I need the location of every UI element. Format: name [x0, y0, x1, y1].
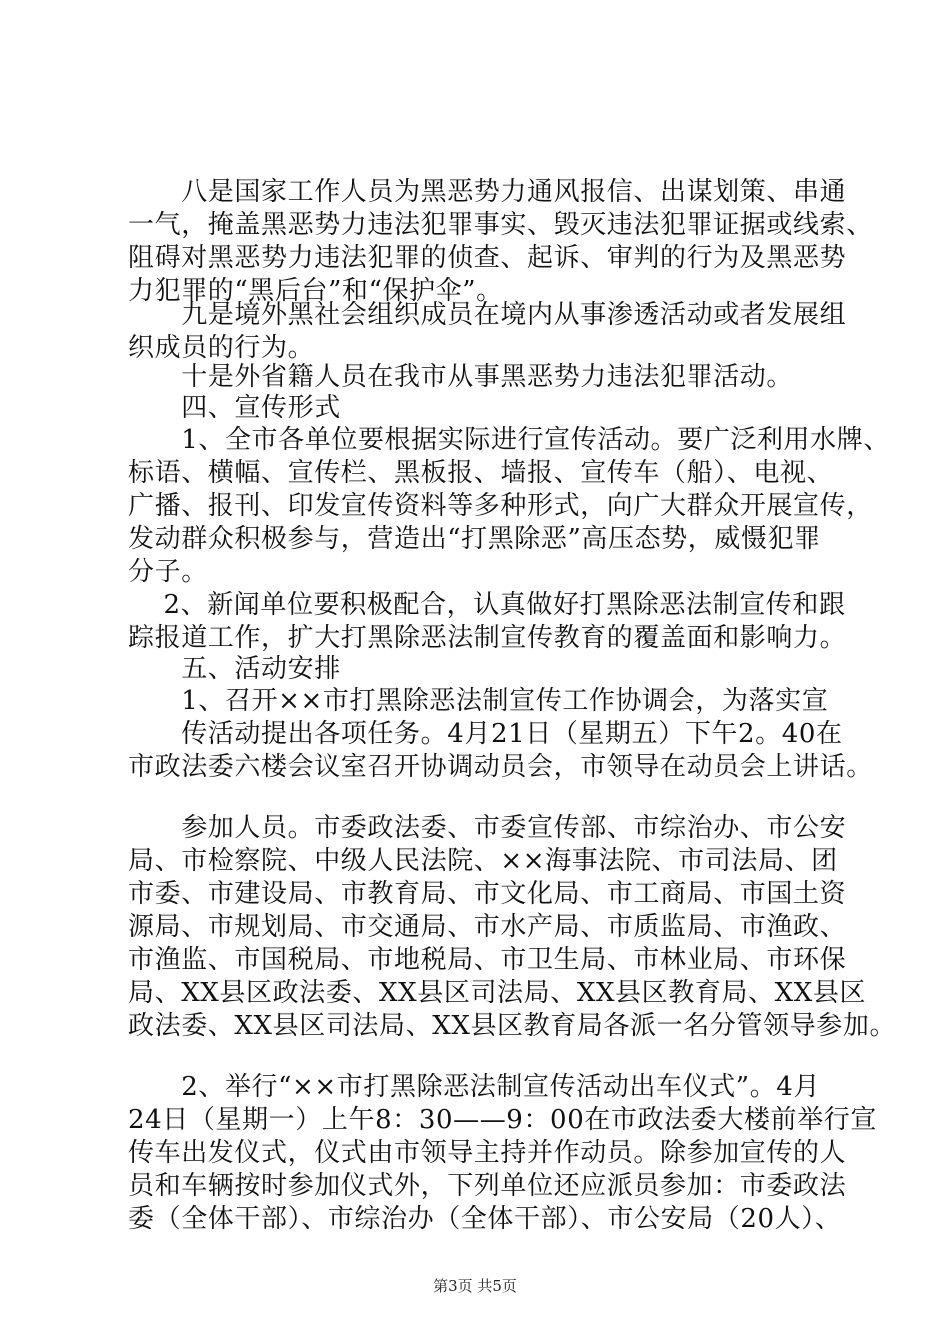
section-heading: 四、宣传形式	[128, 393, 341, 423]
text-line: 2、新闻单位要积极配合，认真做好打黑除恶法制宣传和跟	[128, 590, 846, 620]
text-line: 参加人员。市委政法委、市委宣传部、市综治办、市公安	[128, 813, 847, 843]
text-line: 员和车辆按时参加仪式外，下列单位还应派员参加：市委政法	[128, 1171, 847, 1201]
text-line: 八是国家工作人员为黑恶势力通风报信、出谋划策、串通	[128, 177, 847, 207]
text-line: 九是境外黑社会组织成员在境内从事渗透活动或者发展组	[128, 300, 847, 330]
text-line: 局、XX县区政法委、XX县区司法局、XX县区教育局、XX县区	[128, 978, 867, 1008]
text-line: 2、举行“××市打黑除恶法制宣传活动出车仪式”。4月	[128, 1072, 821, 1102]
text-line: 一气，掩盖黑恶势力违法犯罪事实、毁灭违法犯罪证据或线索、	[128, 210, 873, 240]
text-line: 传活动提出各项任务。4月21日（星期五）下午2。40在	[128, 719, 843, 749]
section-heading: 五、活动安排	[128, 654, 341, 684]
text-line: 踪报道工作，扩大打黑除恶法制宣传教育的覆盖面和影响力。	[128, 623, 847, 653]
text-line: 市政法委六楼会议室召开协调动员会，市领导在动员会上讲话。	[128, 752, 873, 782]
text-line: 标语、横幅、宣传栏、黑板报、墙报、宣传车（船）、电视、	[128, 458, 834, 488]
text-line: 十是外省籍人员在我市从事黑恶势力违法犯罪活动。	[128, 362, 794, 392]
text-line: 市委、市建设局、市教育局、市文化局、市工商局、市国土资	[128, 879, 847, 909]
text-line: 阻碍对黑恶势力违法犯罪的侦查、起诉、审判的行为及黑恶势	[128, 243, 847, 273]
text-line: 政法委、XX县区司法局、XX县区教育局各派一名分管领导参加。	[128, 1011, 897, 1041]
text-line: 局、市检察院、中级人民法院、××海事法院、市司法局、团	[128, 846, 838, 876]
text-line: 力犯罪的“黑后台”和“保护伞”。	[128, 276, 503, 306]
page-number: 第3页 共5页	[433, 1277, 517, 1295]
text-line: 1、召开××市打黑除恶法制宣传工作协调会，为落实宣	[128, 686, 829, 716]
text-line: 市渔监、市国税局、市地税局、市卫生局、市林业局、市环保	[128, 945, 847, 975]
text-line: 分子。	[128, 557, 208, 587]
text-line: 委（全体干部）、市综治办（全体干部）、市公安局（20人）、	[128, 1204, 842, 1234]
text-line: 源局、市规划局、市交通局、市水产局、市质监局、市渔政、	[128, 912, 847, 942]
text-line: 织成员的行为。	[128, 333, 315, 363]
text-line: 1、全市各单位要根据实际进行宣传活动。要广泛利用水牌、	[128, 425, 890, 455]
text-line: 广播、报刊、印发宣传资料等多种形式，向广大群众开展宣传，	[128, 491, 873, 521]
text-line: 发动群众积极参与，营造出“打黑除恶”高压态势，威慑犯罪	[128, 524, 821, 554]
text-line: 传车出发仪式，仪式由市领导主持并作动员。除参加宣传的人	[128, 1138, 847, 1168]
text-line: 24日（星期一）上午8：30——9：00在市政法委大楼前举行宣	[128, 1105, 877, 1135]
